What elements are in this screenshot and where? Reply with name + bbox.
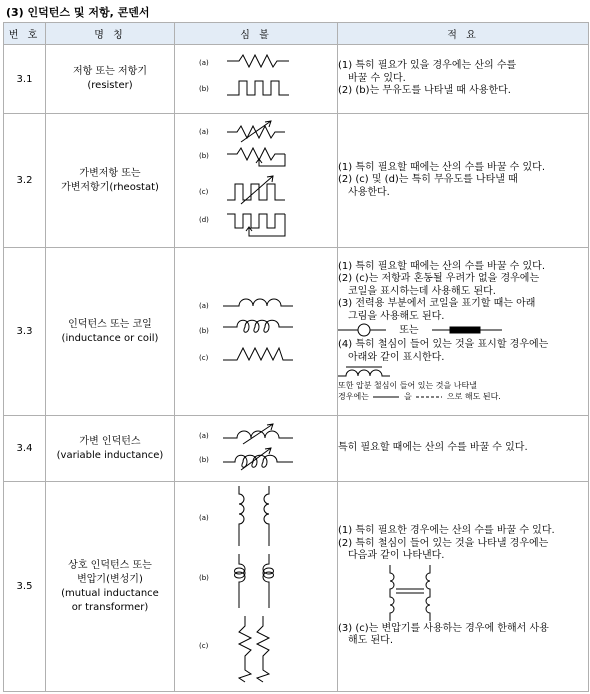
variable-resistor-arrow-symbol — [227, 120, 317, 140]
row-name: 인덕턴스 또는 코일 (inductance or coil) — [46, 248, 175, 416]
row-number: 3.2 — [4, 114, 46, 248]
power-coil-symbols: 또는 — [338, 323, 588, 339]
resistor-zigzag-symbol — [227, 53, 317, 69]
variable-inductor-arc-symbol — [223, 422, 313, 444]
symbol-label-b: (b) — [199, 456, 209, 464]
symbol-label-b: (b) — [199, 574, 209, 582]
symbol-label-a: (a) — [199, 514, 209, 522]
row-number: 3.5 — [4, 482, 46, 692]
row-name: 가변저항 또는 가변저항기(rheostat) — [46, 114, 175, 248]
header-name: 명 칭 — [46, 23, 175, 45]
symbol-table — [3, 22, 589, 692]
mutual-inductance-loop-symbol — [235, 554, 285, 610]
row-name: 상호 인덕턴스 또는 변압기(변성기) (mutual inductance or transformer) — [46, 482, 175, 692]
header-number: 번 호 — [4, 23, 46, 45]
symbol-label-c: (c) — [199, 354, 209, 362]
table-row — [4, 416, 589, 482]
row-name — [46, 45, 175, 114]
coil-circle-symbol — [338, 323, 386, 337]
table-row — [4, 45, 589, 114]
symbol-label-a: (a) — [199, 432, 209, 440]
iron-core-transformer-symbol — [338, 563, 588, 623]
symbol-cell — [175, 416, 338, 482]
symbol-label-b: (b) — [199, 327, 209, 335]
variable-resistor-tap-symbol — [227, 144, 317, 170]
row-note: (1) 특히 필요한 경우에는 산의 수를 바꿀 수 있다. (2) 특히 철심이 들어 있는 것을 나타낼 경우에는 다음과 같이 나타낸다. (3) (c)는 변압기를 사용하는 경우에 한해서 사용 해도 된다. — [338, 482, 589, 692]
table-row — [4, 114, 589, 248]
row-note: (1) 특히 필요가 있을 경우에는 산의 수를 바꿀 수 있다. (2) (b)는 무유도를 나타낼 때 사용한다. — [338, 45, 589, 114]
row-number: 3.3 — [4, 248, 46, 416]
symbol-cell — [175, 45, 338, 114]
table-header-row — [4, 23, 589, 45]
symbol-cell — [175, 248, 338, 416]
symbol-label-a: (a) — [199, 59, 209, 67]
noninductive-resistor-symbol — [227, 79, 317, 99]
transformer-zigzag-symbol — [235, 616, 285, 682]
variable-inductor-loop-symbol — [223, 446, 313, 472]
header-symbol: 심 볼 — [175, 23, 338, 45]
header-note: 적 요 — [338, 23, 589, 45]
symbol-label-b: (b) — [199, 85, 209, 93]
symbol-label-a: (a) — [199, 302, 209, 310]
variable-noninductive-resistor-symbol — [227, 174, 317, 204]
symbol-label-c: (c) — [199, 188, 209, 196]
coil-filled-bar-symbol — [432, 323, 502, 337]
solid-line-mark — [371, 393, 401, 401]
section-title: (3) 인덕턴스 및 저항, 콘덴서 — [6, 6, 150, 19]
row-number: 3.4 — [4, 416, 46, 482]
mutual-inductance-arc-symbol — [235, 486, 285, 552]
row-name: 가변 인덕턴스 (variable inductance) — [46, 416, 175, 482]
variable-noninductive-resistor-tap-symbol — [227, 206, 317, 240]
table-row — [4, 482, 589, 692]
inductor-arc-symbol — [223, 294, 313, 310]
row-name-english: (resister) — [87, 80, 133, 91]
row-name-korean: 저항 또는 저항기 — [73, 66, 147, 77]
symbol-cell — [175, 482, 338, 692]
symbol-label-d: (d) — [199, 216, 209, 224]
symbol-label-a: (a) — [199, 128, 209, 136]
inductor-loop-symbol — [223, 318, 313, 336]
row-note: (1) 특히 필요할 때에는 산의 수를 바꿀 수 있다. (2) (c) 및 (d)는 특히 무유도를 나타낼 때 사용한다. — [338, 114, 589, 248]
iron-core-coil-symbol — [338, 364, 588, 380]
symbol-label-c: (c) — [199, 642, 209, 650]
dashed-line-mark — [414, 393, 444, 401]
row-note: (1) 특히 필요할 때에는 산의 수를 바꿀 수 있다. (2) (c)는 저항과 혼동될 우려가 없을 경우에는 코일을 표시하는데 사용해도 된다. (3) 전력용 부분에서 코일을 표기할 때는 아래 그림을 사용해도 된다. 또는 (4) 특히 철심이 들어 있는 것을 표시할 경우에는 아래와 같이 표시한다. 또한 압분 철심이 들어 있는 것을 나타낼 경우에는 을 으로 해도 된다. — [338, 248, 589, 416]
row-number: 3.1 — [4, 45, 46, 114]
inductor-zigzag-symbol — [223, 346, 313, 364]
table-row — [4, 248, 589, 416]
symbol-cell — [175, 114, 338, 248]
row-note: 특히 필요할 때에는 산의 수를 바꿀 수 있다. — [338, 416, 589, 482]
symbol-label-b: (b) — [199, 152, 209, 160]
